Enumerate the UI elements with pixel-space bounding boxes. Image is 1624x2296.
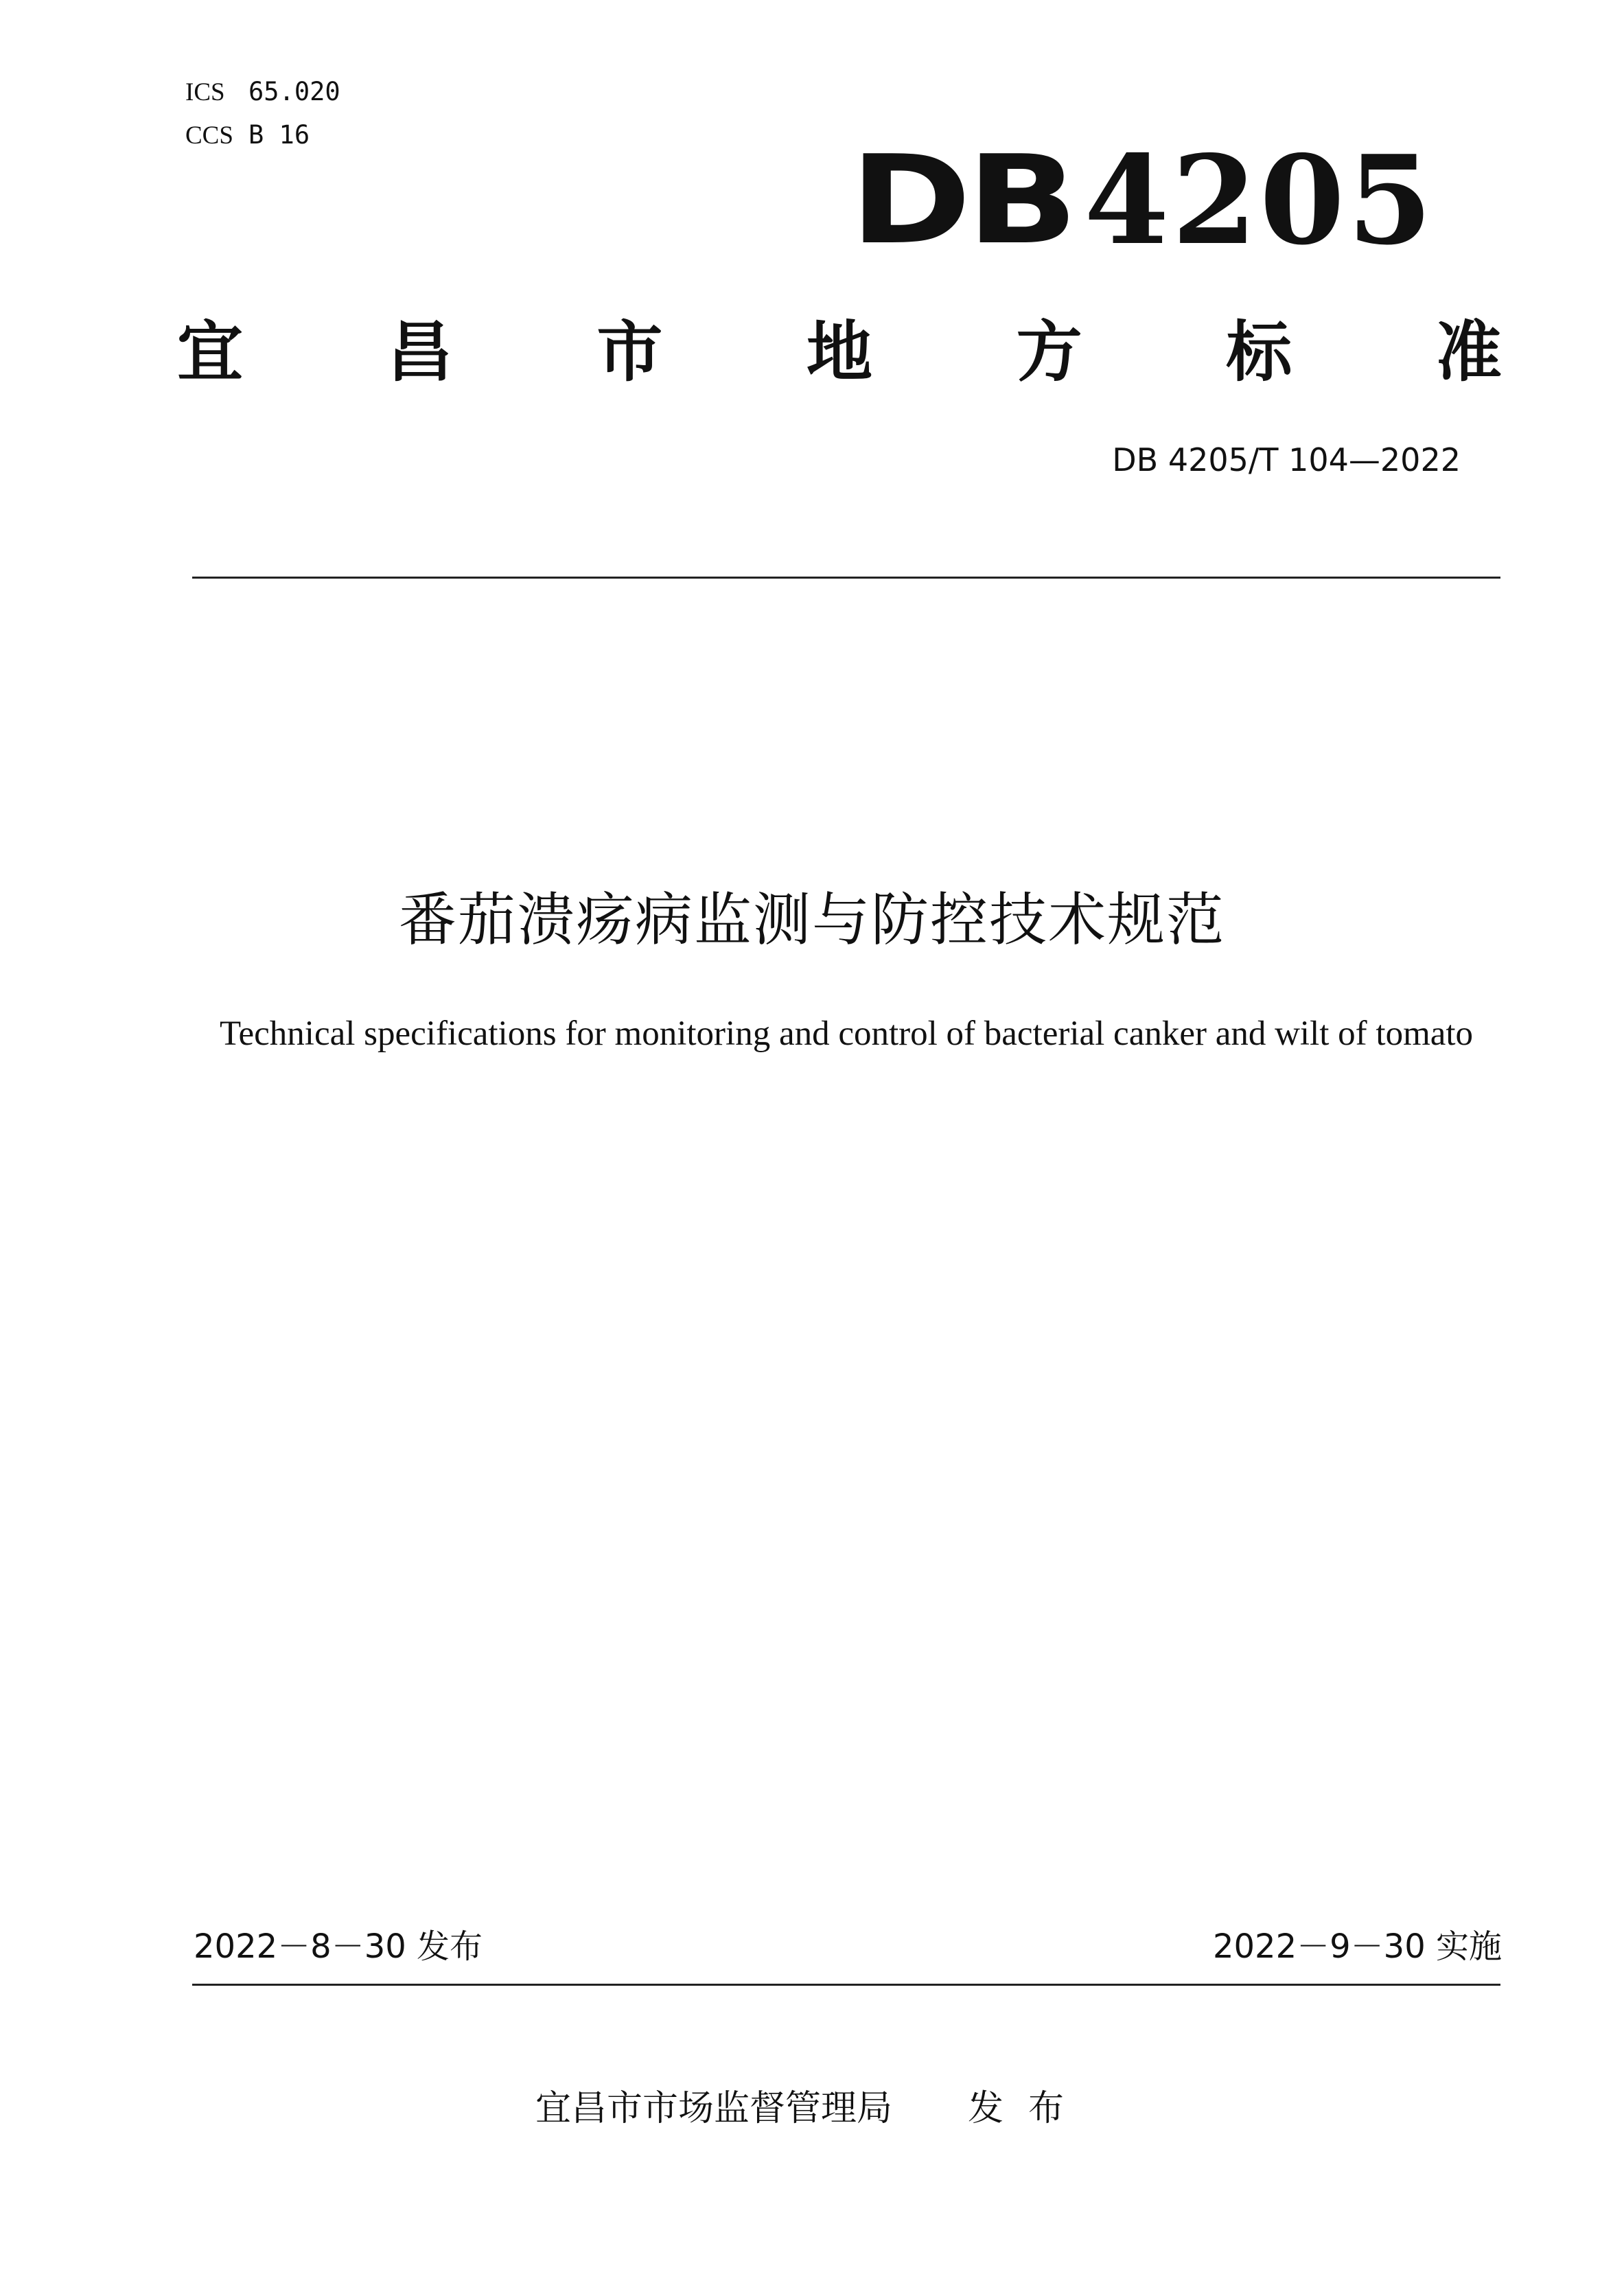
standard-type-char: 标	[1226, 314, 1292, 391]
standard-number: DB 4205/T 104—2022	[1112, 441, 1461, 478]
db-standard-logo	[850, 128, 1435, 272]
implementation-date: 2022－9－30 实施	[1212, 1927, 1502, 1966]
standard-type-char: 市	[596, 314, 663, 391]
title-english: Technical specifications for monitoring and control of bacterial canker and wilt of tomato	[219, 1014, 1474, 1053]
issuer-action: 发布	[968, 2088, 1089, 2129]
header-divider	[192, 577, 1500, 579]
standard-type-heading	[177, 314, 1502, 390]
ccs-classification	[185, 120, 310, 151]
footer-divider	[192, 1984, 1500, 1986]
ccs-value: B 16	[248, 120, 310, 150]
db-logo-letters: DB	[850, 129, 1074, 271]
ccs-label: CCS	[185, 121, 233, 150]
title-chinese: 番茄溃疡病监测与防控技术规范	[398, 886, 1225, 953]
ics-classification	[185, 77, 340, 108]
standard-type-char: 宜	[177, 314, 243, 391]
standard-type-char: 昌	[386, 314, 453, 391]
ics-label: ICS	[185, 78, 225, 106]
issuer-line	[0, 2087, 1624, 2131]
standard-type-char: 准	[1435, 314, 1502, 391]
db-logo-code: 4205	[1084, 128, 1435, 272]
standard-type-char: 地	[806, 314, 872, 391]
issuer-name: 宜昌市市场监督管理局	[535, 2088, 892, 2129]
ics-value: 65.020	[248, 77, 340, 106]
standard-type-char: 方	[1016, 314, 1082, 391]
issue-date: 2022－8－30 发布	[194, 1927, 483, 1966]
